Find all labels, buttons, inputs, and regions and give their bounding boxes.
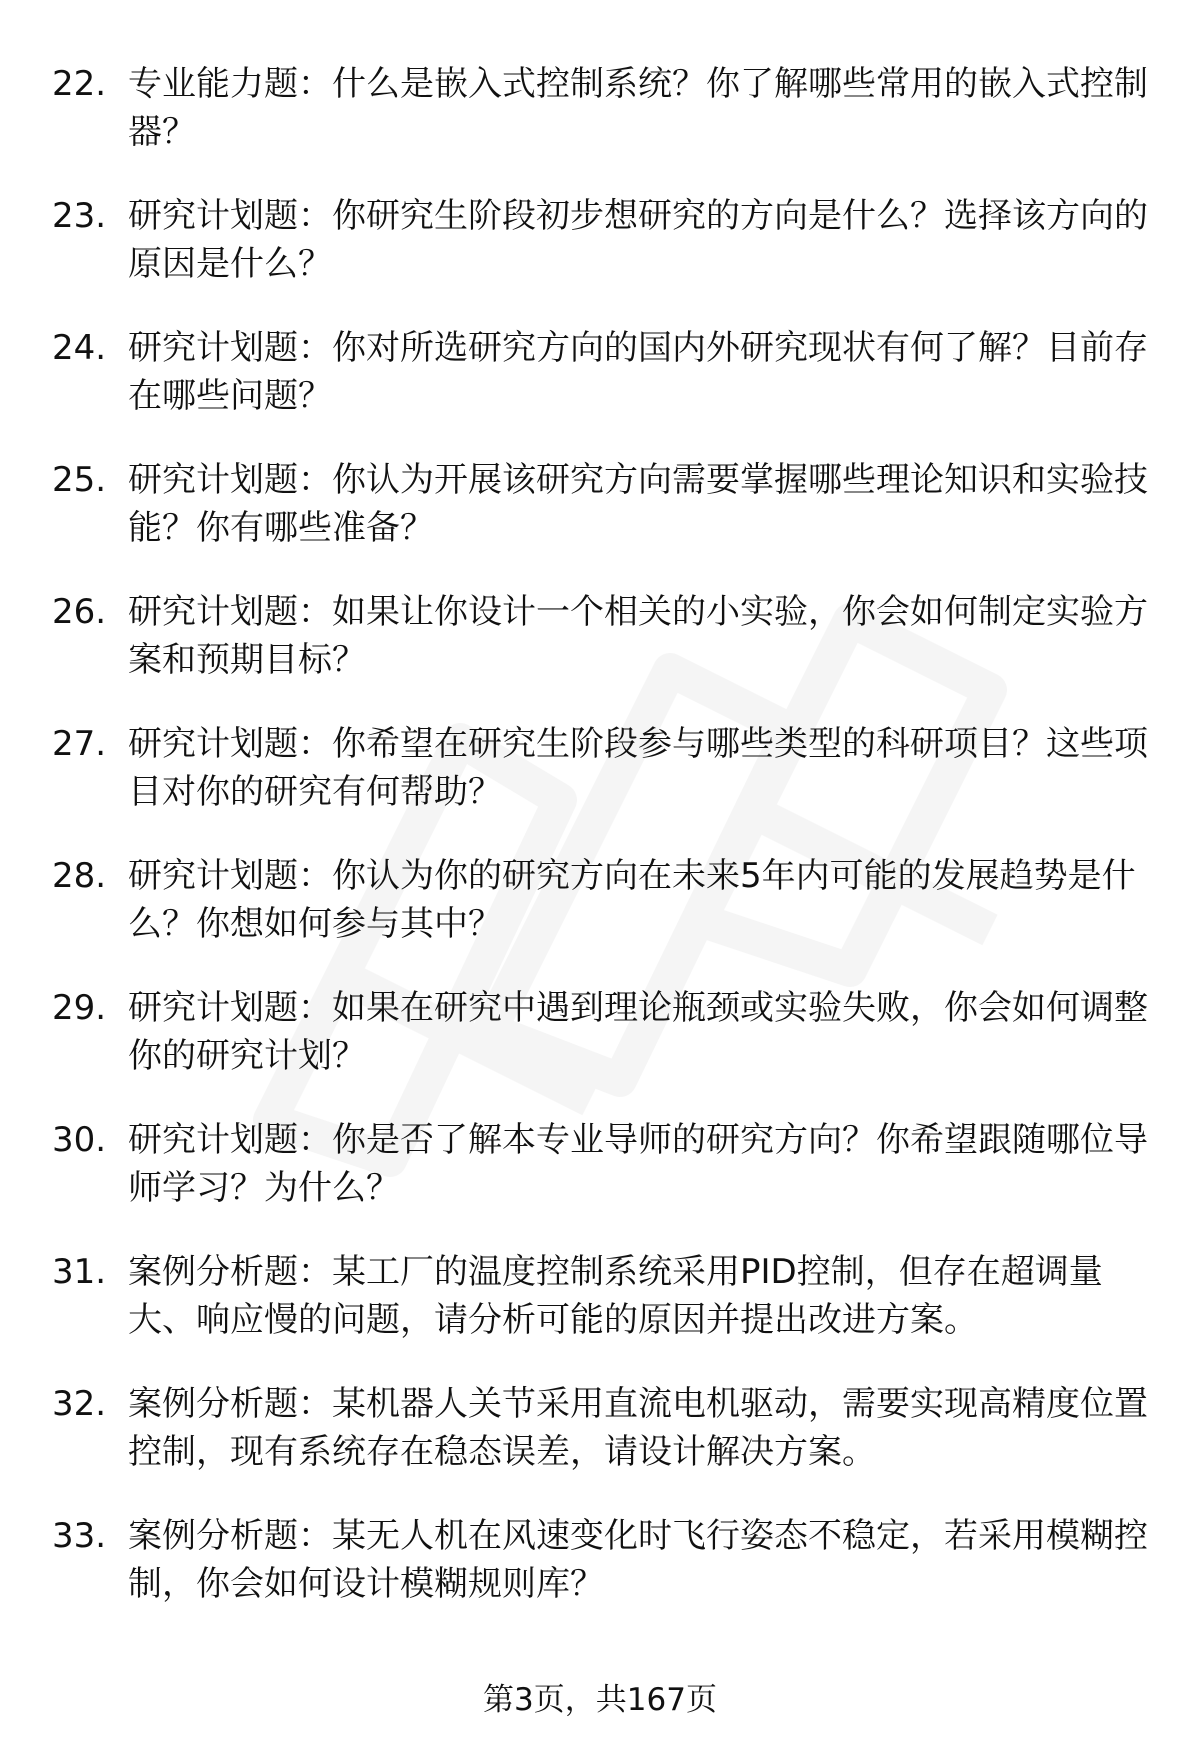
list-item xyxy=(52,1512,1162,1644)
list-item xyxy=(52,720,1162,852)
list-item xyxy=(52,456,1162,588)
list-item xyxy=(52,984,1162,1116)
question-text: 研究计划题：你是否了解本专业导师的研究方向？你希望跟随哪位导师学习？为什么？ xyxy=(128,1120,1148,1208)
list-item xyxy=(52,852,1162,984)
question-text: 研究计划题：你认为你的研究方向在未来5年内可能的发展趋势是什么？你想如何参与其中？ xyxy=(128,856,1136,944)
question-text: 案例分析题：某无人机在风速变化时飞行姿态不稳定，若采用模糊控制，你会如何设计模糊规则库？ xyxy=(128,1516,1148,1604)
question-text: 研究计划题：你认为开展该研究方向需要掌握哪些理论知识和实验技能？你有哪些准备？ xyxy=(128,460,1148,548)
question-number: 32. xyxy=(52,1384,107,1424)
question-text: 研究计划题：如果让你设计一个相关的小实验，你会如何制定实验方案和预期目标？ xyxy=(128,592,1148,680)
list-item xyxy=(52,588,1162,720)
question-number: 30. xyxy=(52,1120,107,1160)
question-text: 研究计划题：如果在研究中遇到理论瓶颈或实验失败，你会如何调整你的研究计划？ xyxy=(128,988,1148,1076)
list-item xyxy=(52,192,1162,324)
question-number: 25. xyxy=(52,460,107,500)
question-number: 24. xyxy=(52,328,107,368)
question-number: 23. xyxy=(52,196,107,236)
question-text: 专业能力题：什么是嵌入式控制系统？你了解哪些常用的嵌入式控制器？ xyxy=(128,64,1148,152)
question-text: 研究计划题：你研究生阶段初步想研究的方向是什么？选择该方向的原因是什么？ xyxy=(128,196,1148,284)
question-text: 案例分析题：某机器人关节采用直流电机驱动，需要实现高精度位置控制，现有系统存在稳态误差，请设计解决方案。 xyxy=(128,1384,1148,1472)
question-number: 31. xyxy=(52,1252,107,1292)
question-list xyxy=(52,60,1162,1644)
question-number: 29. xyxy=(52,988,107,1028)
list-item xyxy=(52,1248,1162,1380)
question-number: 27. xyxy=(52,724,107,764)
list-item xyxy=(52,1380,1162,1512)
question-number: 33. xyxy=(52,1516,107,1556)
question-text: 研究计划题：你希望在研究生阶段参与哪些类型的科研项目？这些项目对你的研究有何帮助？ xyxy=(128,724,1148,812)
question-number: 28. xyxy=(52,856,107,896)
page-footer: 第3页，共167页 xyxy=(483,1682,717,1718)
list-item xyxy=(52,1116,1162,1248)
question-text: 案例分析题：某工厂的温度控制系统采用PID控制，但存在超调量大、响应慢的问题，请分析可能的原因并提出改进方案。 xyxy=(128,1252,1103,1340)
question-text: 研究计划题：你对所选研究方向的国内外研究现状有何了解？目前存在哪些问题？ xyxy=(128,328,1148,416)
list-item xyxy=(52,60,1162,192)
question-number: 22. xyxy=(52,64,107,104)
question-number: 26. xyxy=(52,592,107,632)
list-item xyxy=(52,324,1162,456)
